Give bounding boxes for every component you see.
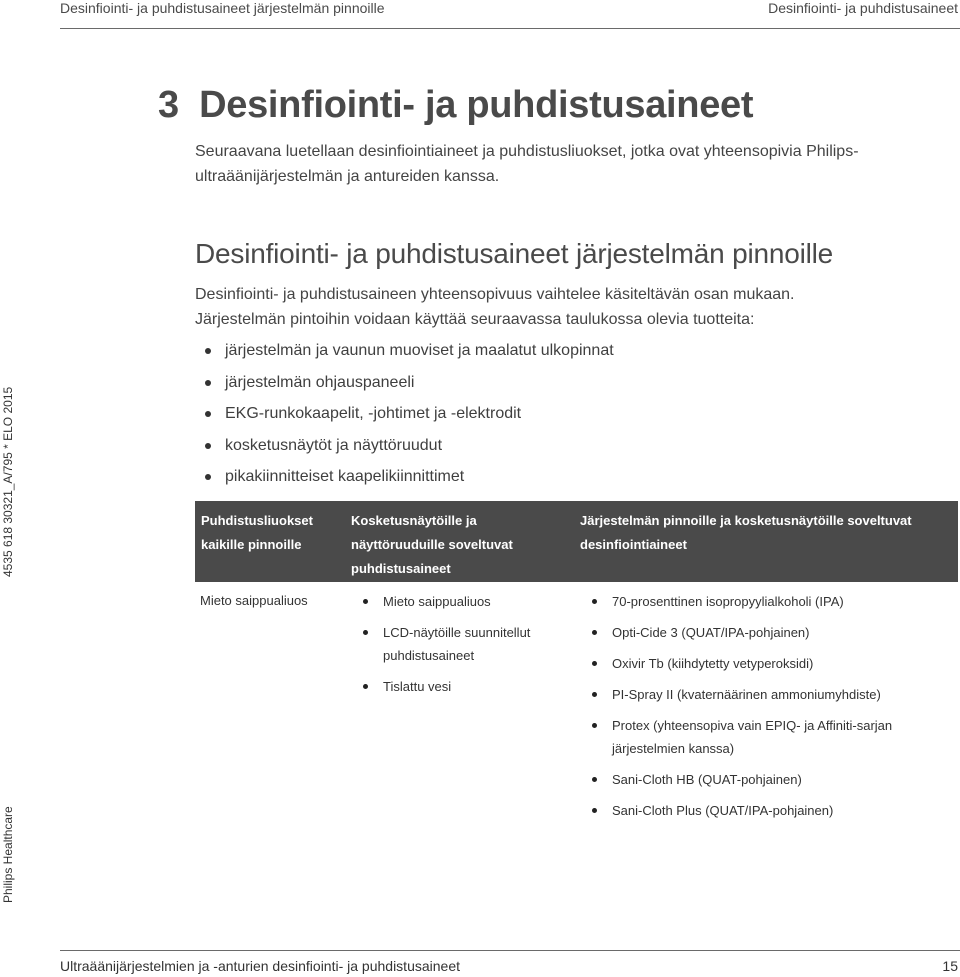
table-cell-col-1: Mieto saippualiuos — [200, 593, 308, 608]
table-header — [195, 501, 958, 582]
list-item: Opti-Cide 3 (QUAT/IPA-pohjainen) — [592, 621, 892, 644]
chapter-intro-line-1: Seuraavana luetellaan desinfiointiaineet ja puhdistusliuokset, jotka ovat yhteensopivia Philips- — [195, 143, 859, 160]
chapter-number: 3 — [158, 84, 179, 126]
surface-bullet-list — [205, 340, 614, 498]
list-item: Oxivir Tb (kiihdytetty vetyperoksidi) — [592, 652, 892, 675]
list-item: järjestelmän ohjauspaneeli — [205, 372, 614, 404]
list-item: Protex (yhteensopiva vain EPIQ- ja Affiniti-sarjan järjestelmien kanssa) — [592, 714, 892, 760]
list-item: Sani-Cloth Plus (QUAT/IPA-pohjainen) — [592, 799, 892, 822]
page-number: 15 — [942, 958, 958, 974]
list-item: PI-Spray II (kvaternäärinen ammoniumyhdiste) — [592, 683, 892, 706]
section-heading: Desinfiointi- ja puhdistusaineet järjestelmän pinnoille — [195, 238, 834, 269]
side-doc-id: 4535 618 30321_A/795 * ELO 2015 — [1, 386, 15, 577]
list-item: EKG-runkokaapelit, -johtimet ja -elektrodit — [205, 403, 614, 435]
table-header-col-1: Puhdistusliuokset kaikille pinnoille — [201, 513, 313, 552]
table-col-2-list — [363, 590, 530, 698]
header-rule — [60, 28, 960, 29]
chapter-title: Desinfiointi- ja puhdistusaineet — [199, 84, 754, 126]
footer-rule — [60, 950, 960, 951]
running-header-right: Desinfiointi- ja puhdistusaineet — [768, 0, 958, 16]
table-header-col-3: Järjestelmän pinnoille ja kosketusnäytöille soveltuvat desinfiointiaineet — [580, 513, 912, 552]
list-item: pikakiinnitteiset kaapelikiinnittimet — [205, 466, 614, 498]
list-item: Mieto saippualiuos — [363, 590, 530, 613]
running-header-left: Desinfiointi- ja puhdistusaineet järjestelmän pinnoille — [60, 0, 385, 16]
list-item: LCD-näytöille suunnitellut puhdistusaineet — [363, 621, 530, 667]
list-item: 70-prosenttinen isopropyylialkoholi (IPA) — [592, 590, 892, 613]
list-item: Tislattu vesi — [363, 675, 530, 698]
table-header-col-2: Kosketusnäytöille ja näyttöruuduille soveltuvat puhdistusaineet — [351, 513, 513, 576]
list-item: Sani-Cloth HB (QUAT-pohjainen) — [592, 768, 892, 791]
list-item: järjestelmän ja vaunun muoviset ja maalatut ulkopinnat — [205, 340, 614, 372]
chapter-intro-line-2: ultraäänijärjestelmän ja antureiden kanssa. — [195, 168, 500, 185]
footer-title: Ultraäänijärjestelmien ja -anturien desinfiointi- ja puhdistusaineet — [60, 958, 460, 974]
chapter-heading — [158, 84, 753, 127]
list-item: kosketusnäytöt ja näyttöruudut — [205, 435, 614, 467]
side-brand: Philips Healthcare — [1, 806, 15, 903]
section-para-line-2: Järjestelmän pintoihin voidaan käyttää seuraavassa taulukossa olevia tuotteita: — [195, 311, 755, 328]
section-para-line-1: Desinfiointi- ja puhdistusaineen yhteensopivuus vaihtelee käsiteltävän osan mukaan. — [195, 286, 795, 303]
table-col-3-list — [592, 590, 892, 822]
